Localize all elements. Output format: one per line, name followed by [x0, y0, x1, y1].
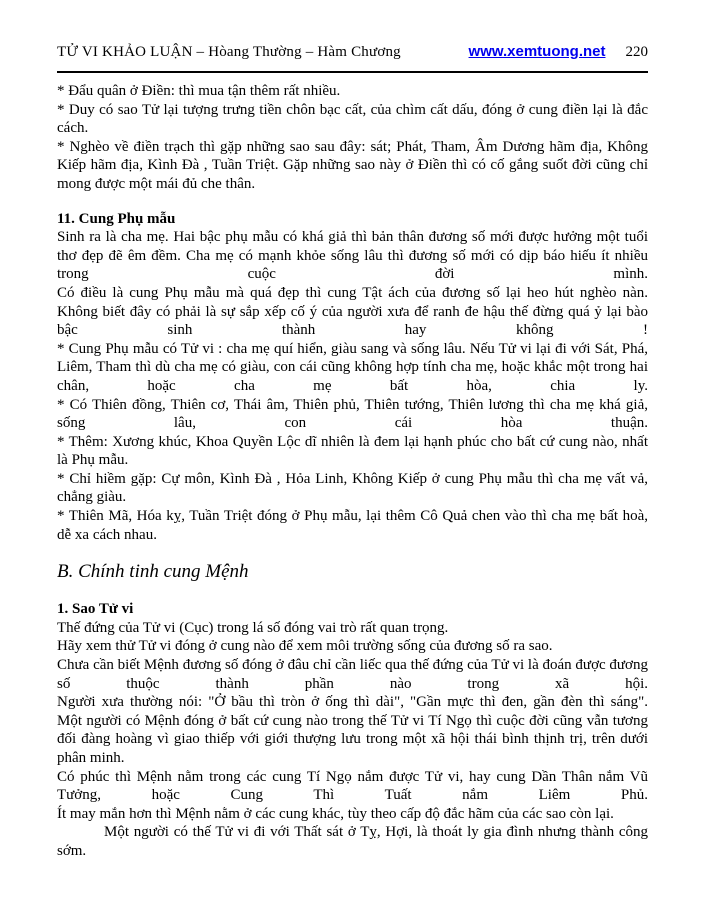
text-line: * Nghèo về điền trạch thì gặp những sao sau đây: sát; Phát, Tham, Âm Dương hãm địa, Không [57, 138, 648, 155]
text-line: Người xưa thường nói: "Ở bầu thì tròn ở ống thì dài", "Gần mực thì đen, gần đèn thì sáng". [57, 694, 648, 711]
text-line: Tưởng, hoặc Cung Thì Tuất nắm Liêm Phủ. [57, 787, 648, 804]
text-line: Có phúc thì Mệnh nằm trong các cung Tí Ngọ nắm được Tử vi, hay cung Dần Thân nắm Vũ [57, 768, 648, 785]
text-line: Chưa cần biết Mệnh đương số đóng ở đâu chỉ cần liếc qua thế đứng của Tử vi là đoán được đương [57, 657, 648, 674]
text-line: sớm. [57, 842, 87, 859]
header-rule [57, 71, 648, 73]
text-line: số thuộc thành phần nào trong xã hội. [57, 675, 648, 692]
text-line: Liêm, Tham thì dù cha mẹ có giàu, con cái cũng không hợp tính cha mẹ, hoặc khắc một trong hai [57, 359, 648, 376]
page-number: 220 [625, 44, 648, 60]
document-body [57, 82, 648, 861]
text-line: * Có Thiên đồng, Thiên cơ, Thái âm, Thiên phủ, Thiên tướng, Thiên lương thì cha mẹ khá giả, [57, 396, 648, 413]
section-heading: 11. Cung Phụ mẫu [57, 210, 176, 227]
text-line: Thế đứng của Tử vi (Cục) trong lá số đóng vai trò rất quan trọng. [57, 619, 449, 636]
text-line: sống lâu, con cái hòa thuận. [57, 415, 648, 432]
text-line: Sinh ra là cha mẹ. Hai bậc phụ mẫu có khá giả thì bản thân đương số mới được hưởng một tuổi [57, 229, 648, 246]
text-line: Một người có Mệnh đóng ở bất cứ cung nào trong thế Tử vi Tí Ngọ thì cuộc đời cũng vẫn tương [57, 712, 648, 729]
page-header [57, 42, 648, 62]
text-line: Hãy xem thử Tử vi đóng ở cung nào để xem môi trường sống của đương số ra sao. [57, 638, 553, 655]
text-line: phân minh. [57, 750, 125, 766]
text-line: chẳng giàu. [57, 489, 127, 506]
text-line: * Cung Phụ mẫu có Tử vi : cha mẹ quí hiển, giàu sang và sống lâu. Nếu Tử vi lại đi với Sát, Phá, [57, 340, 648, 357]
text-line: mong được một mái đủ che thân. [57, 175, 256, 192]
blank-line [57, 584, 648, 600]
text-line: * Duy có sao Tử lại tượng trưng tiền chôn bạc cất, của chìm cất dấu, đóng ở cung điền lại là đắc [57, 101, 648, 118]
text-line: thơ đẹp đẽ êm đềm. Cha mẹ có mạnh khỏe sống lâu thì đương số mới có dịp báo hiếu ít nhiều [57, 247, 648, 264]
chapter-heading: B. Chính tinh cung Mệnh [57, 561, 249, 583]
text-line: dễ xa cách nhau. [57, 526, 157, 543]
text-line: * Thiên Mã, Hóa kỵ, Tuần Triệt đóng ở Phụ mẫu, lại thêm Cô Quả chen vào thì cha mẹ bất hoà, [57, 508, 648, 525]
text-line: chân, hoặc cha mẹ bất hòa, chia ly. [57, 377, 648, 394]
text-line: * Thêm: Xương khúc, Khoa Quyền Lộc dĩ nhiên là đem lại hạnh phúc cho bất cứ cung nào, nhất [57, 433, 648, 450]
text-line: Không biết đây có phải là sự sắp xếp cố ý của người xưa để ranh đe hậu thế đừng quá ỷ lại bào [57, 303, 648, 320]
header-link[interactable]: www.xemtuong.net [468, 43, 606, 60]
text-line: là Phụ mẫu. [57, 452, 129, 469]
blank-line [57, 544, 648, 560]
text-line: đối đàng hoàng vì giao thiếp với giới thượng lưu trong một xã hội thái bình thịnh trị, trên dưới [57, 731, 648, 748]
header-title: TỬ VI KHẢO LUẬN – Hòang Thường – Hàm Chương [57, 44, 401, 60]
text-line: Có điều là cung Phụ mẫu mà quá đẹp thì cung Tật ách của đương số lại heo hút nghèo nàn. [57, 284, 648, 301]
text-line: * Chỉ hiềm gặp: Cự môn, Kình Đà , Hỏa Linh, Không Kiếp ở cung Phụ mẫu thì cha mẹ vất vả, [57, 470, 648, 487]
section-heading: 1. Sao Tử vi [57, 601, 134, 618]
text-line: cách. [57, 120, 89, 137]
text-line: Ít may mắn hơn thì Mệnh nằm ở các cung khác, tùy theo cấp độ đắc hãm của các sao còn lại. [57, 805, 614, 822]
text-line: Kiếp hãm địa, Kình Đà , Tuần Triệt. Gặp những sao này ở Điền thì có cố gắng suốt đời cũng chỉ [57, 157, 648, 174]
text-line: Một người có thế Tử vi đi với Thất sát ở Tỵ, Hợi, là thoát ly gia đình nhưng thành công [104, 824, 648, 841]
blank-line [57, 194, 648, 210]
text-line: * Đẩu quân ở Điền: thì mua tận thêm rất nhiều. [57, 83, 341, 99]
text-line: trong cuộc đời mình. [57, 266, 648, 283]
text-line: bậc sinh thành hay không ! [57, 322, 648, 339]
